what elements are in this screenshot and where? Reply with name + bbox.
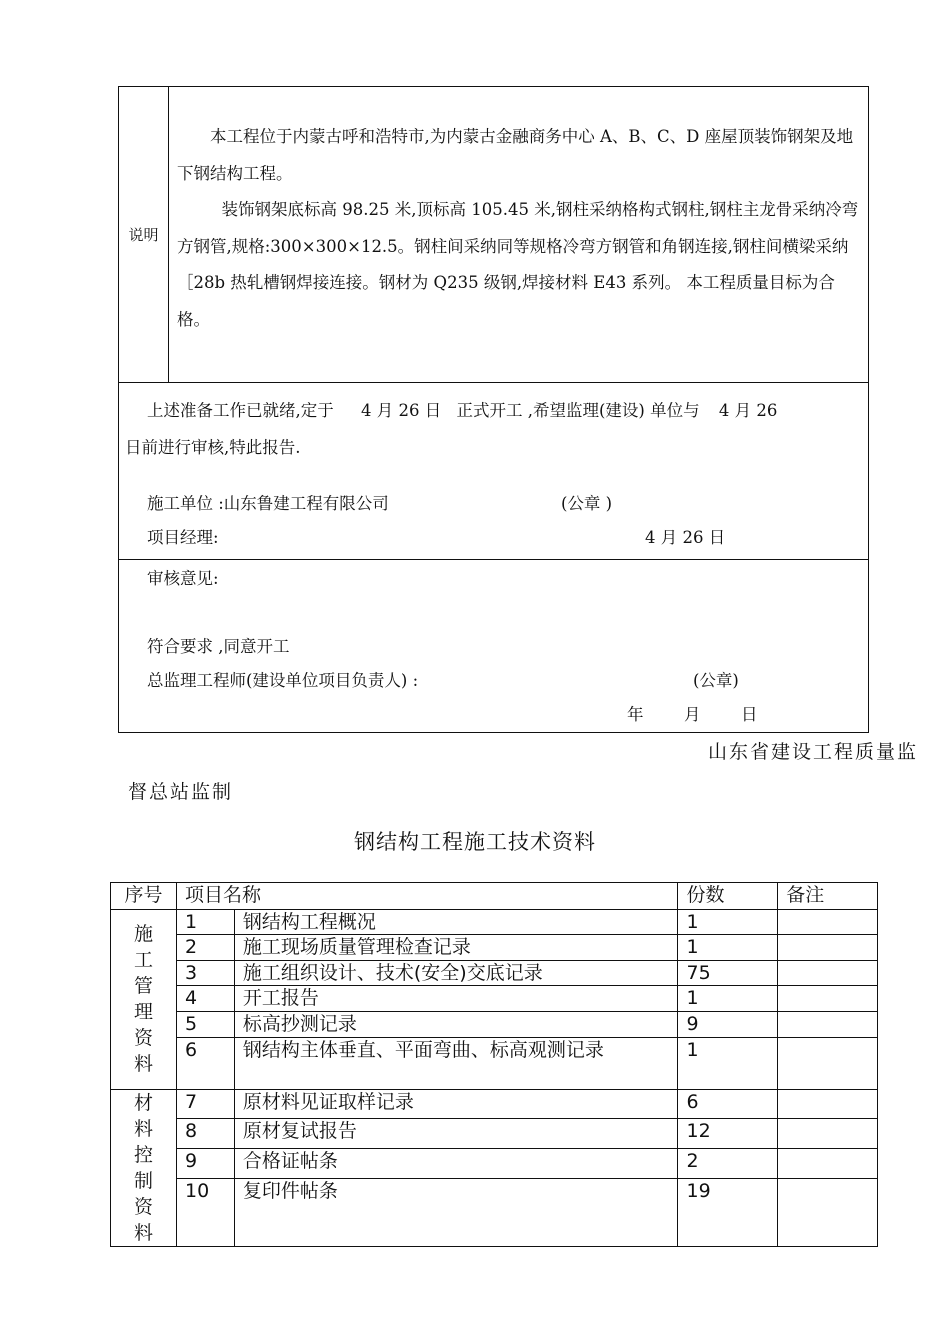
start-notice-text-b: 正式开工 ,希望监理(建设) 单位与 [456, 401, 700, 420]
row-name: 复印件帖条 [234, 1179, 678, 1247]
table-row [111, 960, 878, 986]
category-management: 施工管理资料 [111, 909, 177, 1089]
project-manager-date: 4 月 26 日 [645, 528, 726, 547]
row-name: 合格证帖条 [234, 1149, 678, 1179]
start-notice-text-a: 上述准备工作已就绪,定于 [147, 401, 334, 420]
row-note [778, 935, 878, 961]
catalog-table [110, 882, 878, 1247]
date-year: 年 [627, 705, 644, 724]
row-count: 9 [678, 1011, 778, 1037]
row-name: 开工报告 [234, 986, 678, 1012]
description-text [177, 119, 863, 338]
row-note [778, 960, 878, 986]
start-notice-line-2: 日前进行审核,特此报告. [125, 438, 301, 457]
review-deadline-date: 4 月 26 [718, 401, 778, 420]
row-count: 75 [678, 960, 778, 986]
chief-supervisor-label: 总监理工程师(建设单位项目负责人) : [147, 671, 419, 690]
supervisor-seal: (公章) [693, 671, 739, 690]
row-count: 1 [678, 1037, 778, 1089]
category-materials: 材料控制资料 [111, 1089, 177, 1246]
row-no: 8 [176, 1119, 234, 1149]
row-count: 1 [678, 986, 778, 1012]
date-month: 月 [684, 705, 701, 724]
description-paragraph-1: 本工程位于内蒙古呼和浩特市,为内蒙古金融商务中心 A、B、C、D 座屋顶装饰钢架及地下钢结构工程。 [177, 127, 854, 183]
row-name: 施工现场质量管理检查记录 [234, 935, 678, 961]
row-no: 1 [176, 909, 234, 935]
start-notice-line-1 [147, 397, 779, 421]
review-row [119, 560, 868, 732]
table-row [111, 986, 878, 1012]
row-note [778, 1037, 878, 1089]
table-row [111, 1119, 878, 1149]
table-row [111, 935, 878, 961]
row-name: 钢结构工程概况 [234, 909, 678, 935]
row-note [778, 1089, 878, 1119]
row-name: 施工组织设计、技术(安全)交底记录 [234, 960, 678, 986]
row-no: 6 [176, 1037, 234, 1089]
contractor-seal: (公章 ) [561, 494, 613, 513]
commencement-report-form [118, 86, 869, 733]
row-no: 9 [176, 1149, 234, 1179]
row-count: 2 [678, 1149, 778, 1179]
row-count: 19 [678, 1179, 778, 1247]
issuer-text-part-2: 督总站监制 [128, 781, 234, 803]
review-title: 审核意见: [147, 569, 219, 588]
start-notice-row [119, 383, 868, 560]
row-note [778, 1119, 878, 1149]
table-row [111, 1179, 878, 1247]
catalog-title: 钢结构工程施工技术资料 [354, 830, 596, 854]
row-no: 5 [176, 1011, 234, 1037]
table-row [111, 1149, 878, 1179]
row-count: 12 [678, 1119, 778, 1149]
row-name: 原材复试报告 [234, 1119, 678, 1149]
row-count: 1 [678, 909, 778, 935]
header-no: 序号 [111, 883, 177, 910]
row-name: 钢结构主体垂直、平面弯曲、标高观测记录 [234, 1037, 678, 1089]
row-no: 10 [176, 1179, 234, 1247]
table-row [111, 1089, 878, 1119]
header-count: 份数 [678, 883, 778, 910]
catalog-header-row [111, 883, 878, 910]
row-note [778, 986, 878, 1012]
row-name: 原材料见证取样记录 [234, 1089, 678, 1119]
start-date: 4 月 26 日 [361, 401, 442, 420]
row-count: 1 [678, 935, 778, 961]
header-note: 备注 [778, 883, 878, 910]
review-opinion: 符合要求 ,同意开工 [147, 637, 290, 656]
row-note [778, 1179, 878, 1247]
row-note [778, 1011, 878, 1037]
row-no: 4 [176, 986, 234, 1012]
row-no: 3 [176, 960, 234, 986]
issuer-text-part-1: 山东省建设工程质量监 [707, 741, 918, 763]
row-no: 2 [176, 935, 234, 961]
project-manager-label: 项目经理: [147, 528, 219, 547]
header-name: 项目名称 [176, 883, 678, 910]
table-row [111, 1037, 878, 1089]
description-paragraph-2: 装饰钢架底标高 98.25 米,顶标高 105.45 米,钢柱采纳格构式钢柱,钢柱主龙骨采纳冷弯方钢管,规格:300×300×12.5。钢柱间采纳同等规格冷弯方钢管和角钢连接,钢柱间横梁采纳［28b 热轧槽钢焊接连接。钢材为 Q235 级钢,焊接材料 E43 系列。 本工程质量目标为合格。 [177, 200, 859, 329]
contractor-label: 施工单位 :山东鲁建工程有限公司 [147, 494, 389, 513]
row-no: 7 [176, 1089, 234, 1119]
row-name: 标高抄测记录 [234, 1011, 678, 1037]
table-row [111, 1011, 878, 1037]
description-row [119, 87, 868, 383]
table-row [111, 909, 878, 935]
row-note [778, 909, 878, 935]
description-label: 说明 [119, 87, 169, 382]
row-note [778, 1149, 878, 1179]
row-count: 6 [678, 1089, 778, 1119]
date-day: 日 [741, 705, 758, 724]
